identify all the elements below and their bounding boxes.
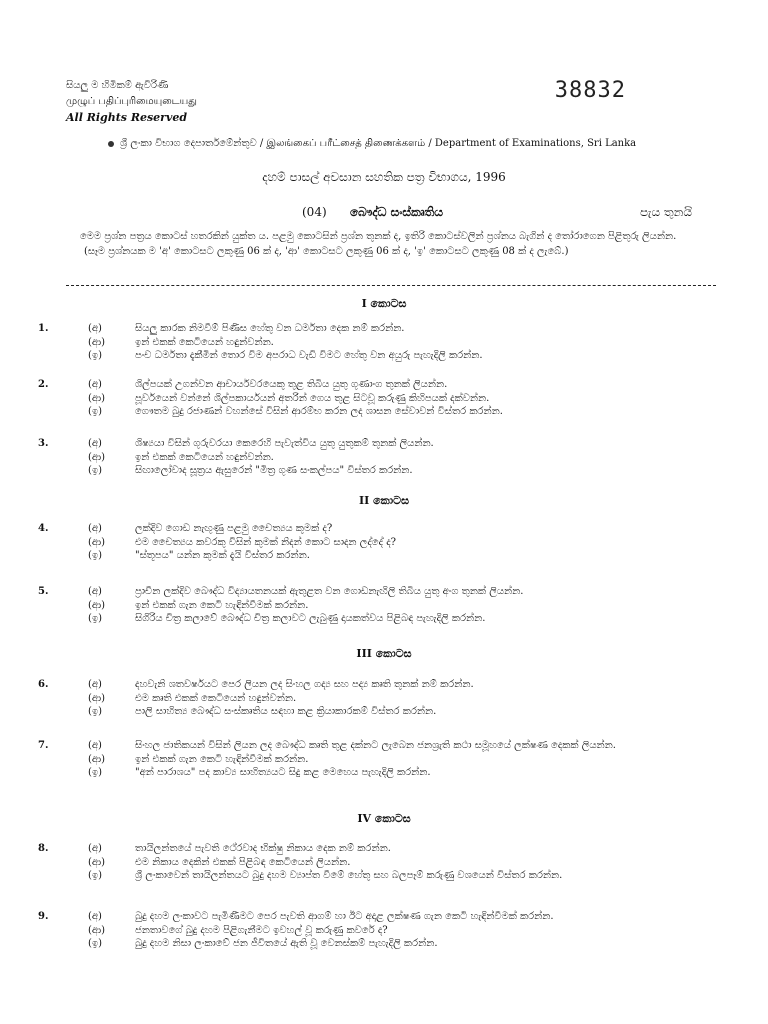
question-part bbox=[38, 753, 738, 767]
question-part bbox=[38, 869, 738, 883]
question-part bbox=[38, 349, 738, 363]
part-text: ශිෂ්‍යයා විසින් ගුරුවරයා කෙරෙහි පැවැත්විය යුතු යුතුකම් තුනක් ලියන්න. bbox=[135, 438, 434, 449]
part-text: පූර්වයෙන් වන්නේ ශිල්පකාර්යයන් අතරින් ගෙය තුළ සිටවූ කරුණු කිහිපයක් දක්වන්න. bbox=[135, 392, 490, 404]
part-label: (ආ) bbox=[88, 753, 106, 765]
question-part bbox=[38, 692, 738, 706]
part-text: ලක්දිව ගොඩ නැඟුණු පළමු චෛත්‍යය කුමක් ද? bbox=[135, 523, 333, 534]
question-1 bbox=[38, 322, 738, 363]
question-part bbox=[38, 378, 738, 392]
part-text: සිංහල ජාතිකයන් විසින් ලියන ලද බෞද්ධ කෘති තුළ දක්නට ලැබෙන ජනශ්‍රැති කථා සමූහයේ ලක්ෂණ දෙකක් ලියන්න. bbox=[135, 740, 616, 751]
question-part bbox=[38, 405, 738, 419]
part-label: (ඉ) bbox=[88, 938, 103, 949]
section-heading: IV කොටස bbox=[357, 812, 411, 825]
question-part bbox=[38, 522, 738, 536]
question-number: 5. bbox=[38, 586, 49, 597]
part-label: (ඉ) bbox=[88, 406, 103, 417]
part-text: "අන් පාරාශය" පද කාව්‍ය සාහිත්‍යයට සිදු කළ මෙහෙය පැහැදිලි කරන්න. bbox=[135, 767, 431, 778]
part-label: (ඉ) bbox=[88, 767, 103, 778]
copyright-english: All Rights Reserved bbox=[66, 111, 188, 124]
section-heading: III කොටස bbox=[356, 647, 412, 660]
header-divider bbox=[66, 285, 716, 286]
part-text: දහවැනි ශතවර්ෂයට පෙර ලියන ලද සිංහල ගද්‍ය සහ පද්‍ය කෘති තුනක් නම් කරන්න. bbox=[135, 679, 474, 690]
part-label: (ආ) bbox=[88, 536, 106, 548]
question-part bbox=[38, 336, 738, 350]
part-label: (ඉ) bbox=[88, 550, 103, 561]
question-part bbox=[38, 856, 738, 870]
part-label: (ආ) bbox=[88, 692, 106, 704]
part-text: ප්‍රාචීන ලක්දිව බෞද්ධ විද්‍යායතනයක් ඇතුළත වන ගොඩනැඟිලි තිබිය යුතු අංග තුනක් ලියන්න. bbox=[135, 586, 524, 597]
part-label: (අ) bbox=[88, 843, 102, 854]
question-part bbox=[38, 585, 738, 599]
instructions-line-2: (සෑම ප්‍රශ්නයක ම 'අ' කොටසට ලකුණු 06 ක් ද, 'ආ' කොටසට ලකුණු 06 ක් ද, 'ඉ' කොටසට ලකුණු 08 ක් ද ලැබේ.) bbox=[84, 246, 569, 257]
paper-code: 38832 bbox=[554, 78, 626, 103]
question-6 bbox=[38, 678, 738, 719]
part-text: තායිලන්තයේ පැවති ථේරවාද භික්ෂු නිකාය දෙක නම් කරන්න. bbox=[135, 843, 391, 854]
part-label: (අ) bbox=[88, 586, 102, 597]
question-part bbox=[38, 678, 738, 692]
part-text: "ස්තූපය" යන්න කුමක් දැයි විස්තර කරන්න. bbox=[135, 550, 310, 561]
part-label: (අ) bbox=[88, 679, 102, 690]
part-label: (ඉ) bbox=[88, 465, 103, 476]
exam-title: දහම් පාසල් අවසාන සහතික පත්‍ර විභාගය, 1996 bbox=[262, 170, 506, 184]
copyright-sinhala: සියලු ම හිමිකම් ඇවිරිණි bbox=[66, 80, 169, 91]
question-8 bbox=[38, 842, 738, 883]
part-text: ශ්‍රී ලංකාවෙන් තායිලන්තයට බුදු දහම ව්‍යාප්ත වීමේ හේතු සහ බලපෑම් කරුණු වශයෙන් විස්තර කරන්න. bbox=[135, 870, 563, 881]
part-text: ඉන් එකක් කෙටියෙන් හඳුන්වන්න. bbox=[135, 336, 274, 348]
question-part bbox=[38, 322, 738, 336]
question-part bbox=[38, 612, 738, 626]
part-label: (ආ) bbox=[88, 451, 106, 463]
part-text: ඉන් එකක් ගැන කෙටි හැඳින්වීමක් කරන්න. bbox=[135, 599, 309, 611]
question-part bbox=[38, 766, 738, 780]
section-heading: II කොටස bbox=[359, 494, 409, 507]
question-number: 2. bbox=[38, 379, 49, 390]
question-part bbox=[38, 842, 738, 856]
question-5 bbox=[38, 585, 738, 626]
crest-icon bbox=[108, 141, 114, 147]
question-part bbox=[38, 937, 738, 951]
question-part bbox=[38, 924, 738, 938]
subject-code: (04) bbox=[302, 205, 327, 219]
question-part bbox=[38, 599, 738, 613]
department-text: ශ්‍රී ලංකා විභාග දෙපාර්තමේන්තුව / இலங்கைப் பரீட்சைத் திணைக்களம் / Department of Examinations, Sri Lanka bbox=[120, 138, 637, 149]
part-text: පංච ධර්මතා දැකීමින් තොර විම අපරාධ වැඩි විමට හේතු වන අයුරු පැහැදිලි කරන්න. bbox=[135, 350, 483, 361]
part-text: පාලි සාහිත්‍ය බෞද්ධ සංස්කෘතිය සඳහා කළ ක්‍රියාකාරකම් විස්තර කරන්න. bbox=[135, 706, 437, 717]
part-text: සිඟාලෝවාද සූත්‍රය ඇසුරෙන් "මිත්‍ර ගුණ සංකල්පය" විස්තර කරන්න. bbox=[135, 465, 413, 476]
question-number: 8. bbox=[38, 843, 49, 854]
question-7 bbox=[38, 739, 738, 780]
part-label: (ඉ) bbox=[88, 613, 103, 624]
copyright-tamil: முழுப் பதிப்புரிமையுடையது bbox=[66, 96, 197, 107]
part-label: (අ) bbox=[88, 740, 102, 751]
question-part bbox=[38, 464, 738, 478]
part-label: (ආ) bbox=[88, 856, 106, 868]
part-text: ශිල්පයක් උගන්වන ආචාර්යවරයෙකු තුළ තිබිය යුතු ගුණාංග තුනක් ලියන්න. bbox=[135, 379, 448, 390]
part-label: (අ) bbox=[88, 379, 102, 390]
part-text: ජනතාවගේ බුදු දහම පිළිගැනීමට ඉවහල් වූ කරුණු කවරේ ද? bbox=[135, 924, 388, 936]
question-2 bbox=[38, 378, 738, 419]
question-part bbox=[38, 910, 738, 924]
question-number: 4. bbox=[38, 523, 49, 534]
question-part bbox=[38, 451, 738, 465]
instructions bbox=[80, 229, 730, 259]
question-4 bbox=[38, 522, 738, 563]
instructions-line-1: මෙම ප්‍රශ්න පත්‍රය කොටස් හතරකින් යුක්ත ය. පළමු කොටසින් ප්‍රශ්න තුනක් ද, ඉතිරි කොටස්වලින් ප්‍රශ්නය බැගින් ද තෝරාගෙන පිළිතුරු ලියන්න. bbox=[80, 231, 677, 242]
question-number: 7. bbox=[38, 740, 49, 751]
question-part bbox=[38, 437, 738, 451]
question-number: 1. bbox=[38, 323, 49, 334]
section-heading: I කොටස bbox=[361, 297, 407, 310]
part-text: ගෞතම බුදු රජාණන් වහන්සේ විසින් ආරම්භ කරන ලද ශාසන සේවාවන් විස්තර කරන්න. bbox=[135, 406, 503, 417]
copyright-block bbox=[66, 78, 197, 126]
part-label: (ආ) bbox=[88, 336, 106, 348]
part-text: එම චෛත්‍යය කවරකු විසින් කුමක් නිදන් කොට සාදන ලද්දේ ද? bbox=[135, 536, 397, 548]
part-text: බුදු දහම නිසා ලංකාවේ ජන ජීවිතයේ ඇති වූ වෙනස්කම් පැහැදිලි කරන්න. bbox=[135, 938, 438, 949]
part-label: (ආ) bbox=[88, 392, 106, 404]
part-text: ඉන් එකක් ගැන කෙටි හැඳින්වීමක් කරන්න. bbox=[135, 753, 309, 765]
part-label: (ඉ) bbox=[88, 870, 103, 881]
question-3 bbox=[38, 437, 738, 478]
question-part bbox=[38, 739, 738, 753]
part-text: එම නිකාය දෙකින් එකක් පිළිබඳ කෙටියෙන් ලියන්න. bbox=[135, 856, 351, 868]
part-label: (අ) bbox=[88, 438, 102, 449]
subject-name: බෞද්ධ සංස්කෘතිය bbox=[350, 205, 444, 219]
question-number: 9. bbox=[38, 911, 49, 922]
question-9 bbox=[38, 910, 738, 951]
part-text: එම කෘති එකක් කෙටියෙන් හඳුන්වන්න. bbox=[135, 692, 297, 704]
question-number: 3. bbox=[38, 438, 49, 449]
part-label: (අ) bbox=[88, 523, 102, 534]
part-label: (අ) bbox=[88, 323, 102, 334]
part-label: (ඉ) bbox=[88, 350, 103, 361]
part-label: (ඉ) bbox=[88, 706, 103, 717]
part-text: බුදු දහම ලංකාවට පැමිණීමට පෙර පැවති ආගම් හා ඊට අදාළ ලක්ෂණ ගැන කෙටි හැඳින්වීමක් කරන්න. bbox=[135, 911, 554, 922]
question-part bbox=[38, 549, 738, 563]
question-number: 6. bbox=[38, 679, 49, 690]
part-label: (ආ) bbox=[88, 599, 106, 611]
part-text: සිගිරිය චිත්‍ර කලාවේ බෞද්ධ චිත්‍ර කලාවට ලැබුණු දායකත්වය පිළිබඳ පැහැදිලි කරන්න. bbox=[135, 613, 486, 624]
question-part bbox=[38, 705, 738, 719]
part-label: (ආ) bbox=[88, 924, 106, 936]
part-label: (අ) bbox=[88, 911, 102, 922]
part-text: සියලු කාරක නිමවීම් පිණිස හේතු වන ධර්මතා දෙක නම් කරන්න. bbox=[135, 323, 405, 334]
exam-duration: පැය තුනයි bbox=[640, 205, 693, 219]
part-text: ඉන් එකක් කෙටියෙන් හඳුන්වන්න. bbox=[135, 451, 274, 463]
question-part bbox=[38, 392, 738, 406]
question-part bbox=[38, 536, 738, 550]
department-line bbox=[108, 138, 648, 150]
